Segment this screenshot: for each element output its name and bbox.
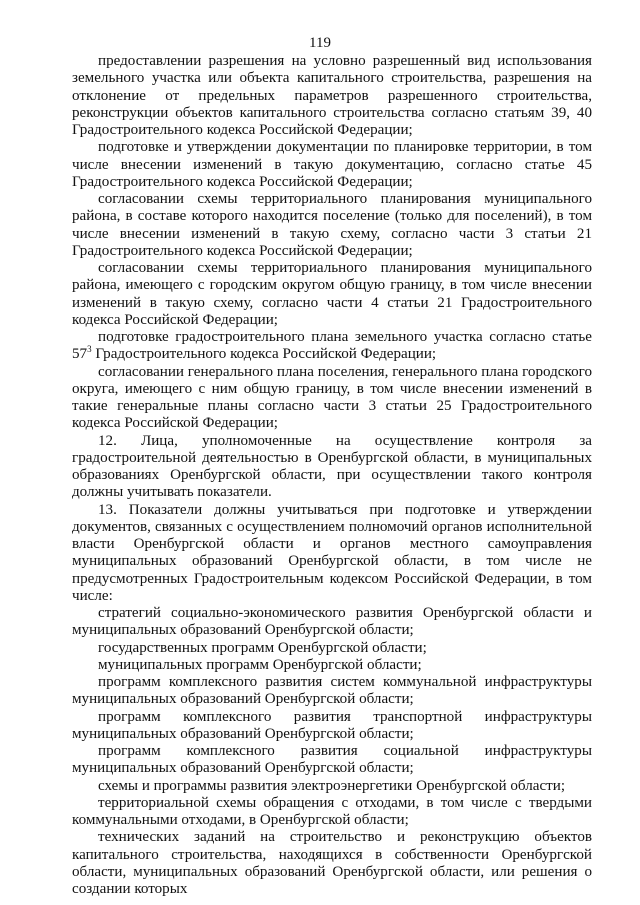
paragraph-district-scheme-settlement: согласовании схемы территориального планирования муниципального района, в составе которого находится поселение (только для поселений), в том числе внесении изменений в такую схему, согласно части 3 статьи 21 Градостроительного кодекса Российской Федерации; <box>72 191 592 259</box>
paragraph-urban-plan-text: подготовке градостроительного плана земельного участка согласно статье 57 <box>72 329 592 363</box>
list-item-state-programs: государственных программ Оренбургской области; <box>98 639 427 656</box>
list-item-transport-infrastructure: программ комплексного развития транспортной инфраструктуры муниципальных образований Оренбургской области; <box>72 708 592 742</box>
list-item-waste-scheme: территориальной схемы обращения с отходами, в том числе с твердыми коммунальными отходами, в Оренбургской области; <box>72 794 592 828</box>
paragraph-urban-plan-tail: Градостроительного кодекса Российской Федерации; <box>91 346 437 363</box>
page-number: 119 <box>309 35 331 51</box>
paragraph-district-scheme-urban-okrug: согласовании схемы территориального планирования муниципального района, имеющего с городским округом общую границу, в том числе внесении изменений в такую схему, согласно части 4 статьи 21 Градостроительного кодекса Российской Федерации; <box>72 260 592 328</box>
paragraph-planning-documentation: подготовке и утверждении документации по планировке территории, в том числе внесении изменений в такую документацию, согласно статье 45 Градостроительного кодекса Российской Федерации; <box>72 139 592 190</box>
list-item-strategies: стратегий социально-экономического развития Оренбургской области и муниципальных образований Оренбургской области; <box>72 605 592 639</box>
list-item-utility-infrastructure: программ комплексного развития систем коммунальной инфраструктуры муниципальных образований Оренбургской области; <box>72 674 592 708</box>
paragraph-item-12: 12. Лица, уполномоченные на осуществление контроля за градостроительной деятельностью в Оренбургской области, в муниципальных образованиях Оренбургской области, при осуществлении такого контроля должны учитывать показатели. <box>72 432 592 501</box>
paragraph-permits: предоставлении разрешения на условно разрешенный вид использования земельного участка или объекта капитального строительства, разрешения на отклонение от предельных параметров разрешенного строительства, реконструкции объектов капитального строительства согласно статьям 39, 40 Градостроительного кодекса Российской Федерации; <box>72 53 592 138</box>
paragraph-urban-plan <box>72 329 592 364</box>
list-item-social-infrastructure: программ комплексного развития социальной инфраструктуры муниципальных образований Оренбургской области; <box>72 743 592 777</box>
paragraph-item-13: 13. Показатели должны учитываться при подготовке и утверждении документов, связанных с осуществлением полномочий органов исполнительной власти Оренбургской области и органов местного самоуправления муниципальных образований Оренбургской области, в том числе не предусмотренных Градостроительным кодексом Российской Федерации, в том числе: <box>72 501 592 604</box>
list-item-technical-tasks: технических заданий на строительство и реконструкцию объектов капитального строительства, находящихся в собственности Оренбургской области, муниципальных образований Оренбургской области, или решения о создании которых <box>72 829 592 897</box>
paragraph-general-plan: согласовании генерального плана поселения, генерального плана городского округа, имеющего с ним общую границу, в том числе внесении изменений в такие генеральные планы согласно части 3 статьи 25 Градостроительного кодекса Российской Федерации; <box>72 363 592 432</box>
document-body <box>72 53 592 898</box>
list-item-electric-power: схемы и программы развития электроэнергетики Оренбургской области; <box>98 777 566 794</box>
article-superscript: 3 <box>87 344 92 355</box>
list-item-municipal-programs: муниципальных программ Оренбургской области; <box>98 656 422 673</box>
